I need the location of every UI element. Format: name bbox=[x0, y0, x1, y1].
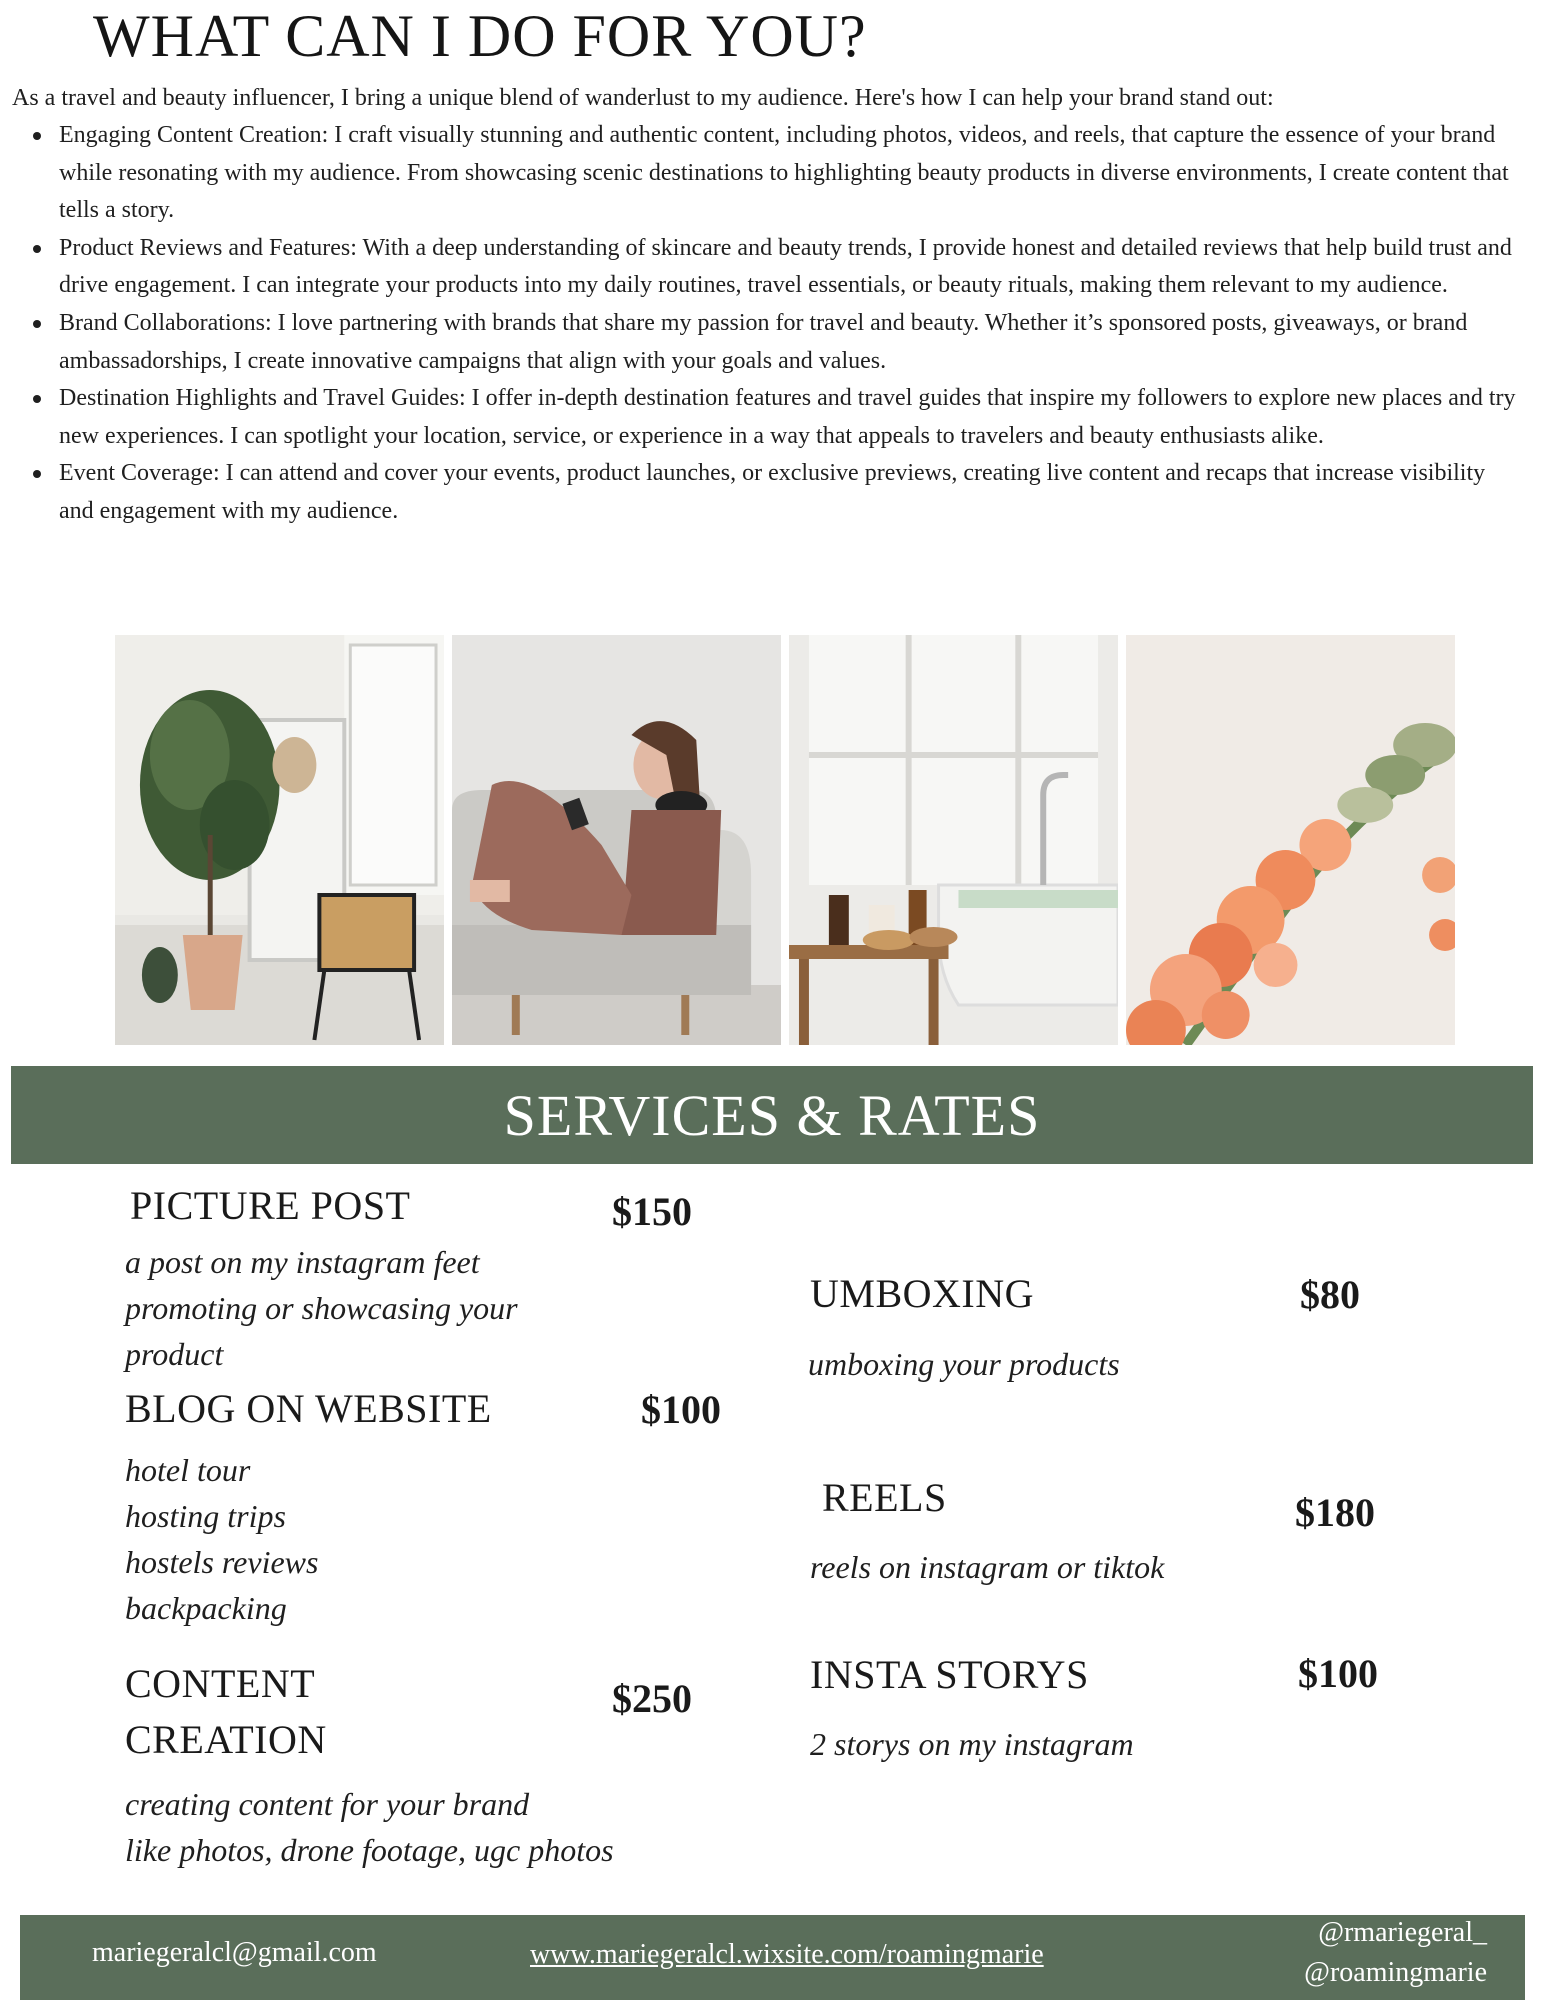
intro-text: As a travel and beauty influencer, I bring a unique blend of wanderlust to my audience. Here's how I can help your brand stand out: bbox=[12, 85, 1274, 111]
footer-email[interactable]: mariegeralcl@gmail.com bbox=[92, 1937, 377, 1968]
desc-line: hotel tour bbox=[125, 1452, 251, 1488]
desc-line: creating content for your brand bbox=[125, 1786, 530, 1822]
desc-line: 2 storys on my instagram bbox=[810, 1726, 1134, 1762]
service-desc-insta-stories bbox=[810, 1721, 1134, 1767]
desc-line: like photos, drone footage, ugc photos bbox=[125, 1832, 614, 1868]
service-name-picture-post: PICTURE POST bbox=[130, 1183, 411, 1228]
desc-line: a post on my instagram feet bbox=[125, 1244, 480, 1280]
service-name-line: CONTENT bbox=[125, 1661, 316, 1706]
photo-gallery bbox=[115, 635, 1455, 1045]
photo-woman-sofa bbox=[452, 635, 781, 1045]
photo-plants-corner bbox=[115, 635, 444, 1045]
social-handle[interactable]: @roamingmarie bbox=[1304, 1957, 1487, 1988]
desc-line: hostels reviews bbox=[125, 1544, 319, 1580]
service-desc-reels bbox=[810, 1544, 1164, 1590]
desc-line: promoting or showcasing your bbox=[125, 1290, 518, 1326]
service-name-reels: REELS bbox=[822, 1475, 947, 1520]
footer-website-link[interactable]: www.mariegeralcl.wixsite.com/roamingmarie bbox=[530, 1939, 1044, 1970]
desc-line: backpacking bbox=[125, 1590, 287, 1626]
footer-social-handles bbox=[1304, 1913, 1487, 1993]
service-price-content-creation: $250 bbox=[612, 1676, 692, 1721]
service-desc-picture-post bbox=[125, 1239, 518, 1377]
service-name-blog: BLOG ON WEBSITE bbox=[125, 1386, 492, 1431]
services-heading: SERVICES & RATES bbox=[503, 1082, 1041, 1148]
service-desc-content-creation bbox=[125, 1781, 614, 1873]
service-name-insta-stories: INSTA STORYS bbox=[810, 1652, 1089, 1697]
footer-bar bbox=[20, 1915, 1525, 2000]
service-name-umboxing: UMBOXING bbox=[810, 1271, 1034, 1316]
social-handle[interactable]: @rmariegeral_ bbox=[1318, 1917, 1487, 1948]
service-name-line: CREATION bbox=[125, 1717, 327, 1762]
photo-orange-flowers bbox=[1126, 635, 1455, 1045]
services-heading-band bbox=[11, 1066, 1533, 1164]
desc-line: umboxing your products bbox=[808, 1346, 1120, 1382]
desc-line: hosting trips bbox=[125, 1498, 286, 1534]
service-desc-umboxing bbox=[808, 1341, 1120, 1387]
bullet-product-reviews: Product Reviews and Features: With a deep understanding of skincare and beauty trends, I provide honest and detailed reviews that help build trust and drive engagement. I can integrate your products into my daily routines, travel essentials, or beauty rituals, making them relevant to my audience. bbox=[59, 230, 1524, 305]
bullet-content-creation: Engaging Content Creation: I craft visually stunning and authentic content, including photos, videos, and reels, that capture the essence of your brand while resonating with my audience. From showcasing scenic destinations to highlighting beauty products in diverse environments, I create content that tells a story. bbox=[59, 117, 1524, 230]
desc-line: reels on instagram or tiktok bbox=[810, 1549, 1165, 1585]
bullet-destination-highlights: Destination Highlights and Travel Guides: I offer in-depth destination features and travel guides that inspire my followers to explore new places and try new experiences. I can spotlight your location, service, or experience in a way that appeals to travelers and beauty enthusiasts alike. bbox=[59, 380, 1524, 455]
desc-line: product bbox=[125, 1336, 224, 1372]
service-price-umboxing: $80 bbox=[1300, 1272, 1360, 1317]
page-title: WHAT CAN I DO FOR YOU? bbox=[93, 3, 867, 69]
service-price-blog: $100 bbox=[641, 1387, 721, 1432]
service-price-picture-post: $150 bbox=[612, 1189, 692, 1234]
services-bullet-list bbox=[59, 117, 1524, 531]
service-price-reels: $180 bbox=[1295, 1490, 1375, 1535]
service-price-insta-stories: $100 bbox=[1298, 1651, 1378, 1696]
service-name-content-creation bbox=[125, 1656, 327, 1768]
service-desc-blog bbox=[125, 1447, 318, 1631]
bullet-brand-collaborations: Brand Collaborations: I love partnering with brands that share my passion for travel and beauty. Whether it’s sponsored posts, giveaways, or brand ambassadorships, I create innovative campaigns that align with your goals and values. bbox=[59, 305, 1524, 380]
photo-bath-candles bbox=[789, 635, 1118, 1045]
bullet-event-coverage: Event Coverage: I can attend and cover your events, product launches, or exclusive previews, creating live content and recaps that increase visibility and engagement with my audience. bbox=[59, 455, 1524, 530]
